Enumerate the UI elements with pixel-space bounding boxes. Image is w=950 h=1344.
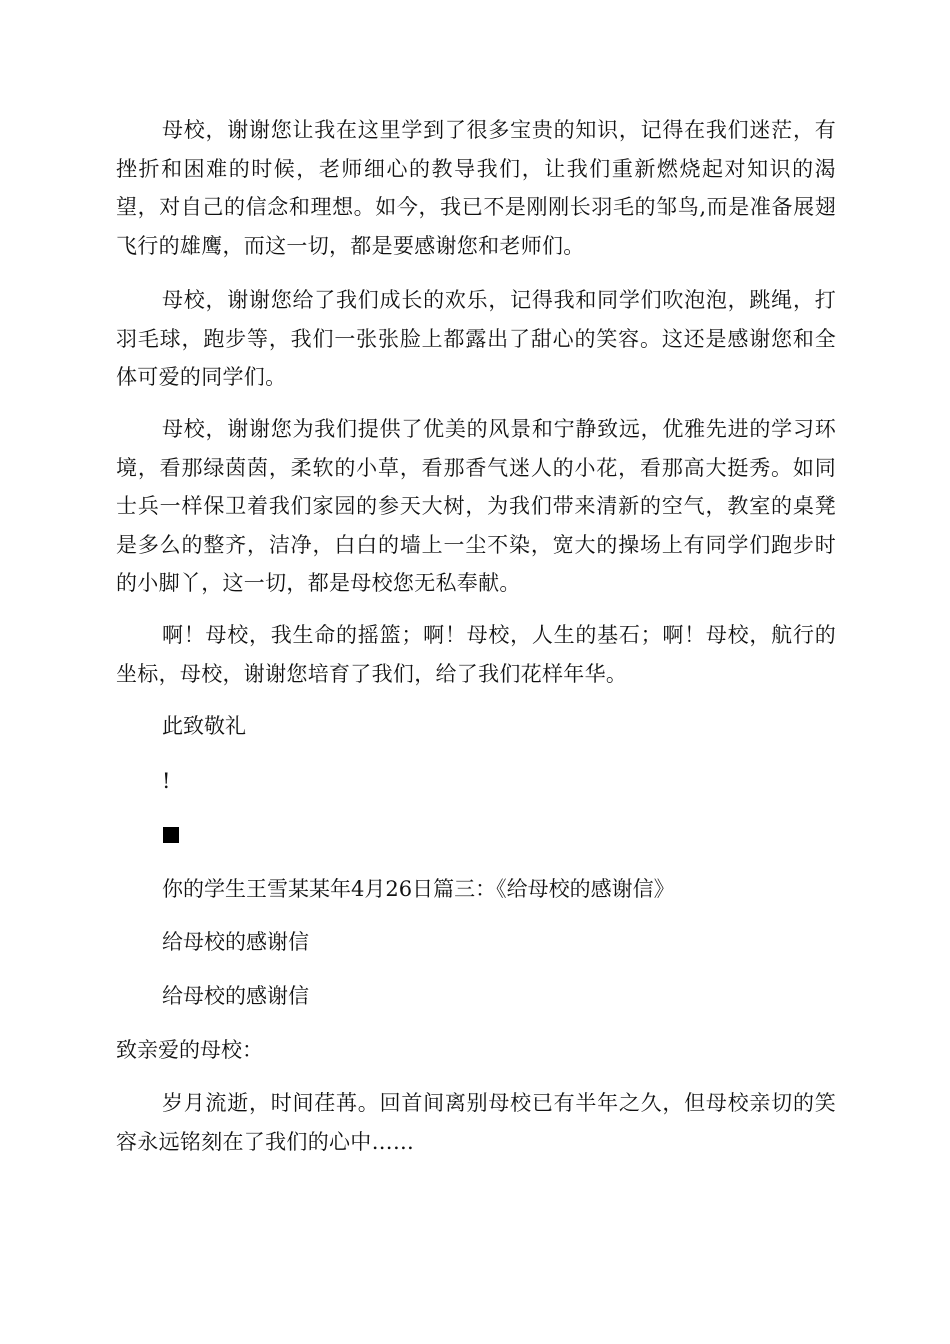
letter-title: 给母校的感谢信 xyxy=(162,930,309,954)
letter-title-repeat: 给母校的感谢信 xyxy=(162,984,309,1008)
paragraph-environment: 母校，谢谢您为我们提供了优美的风景和宁静致远，优雅先进的学习环境，看那绿茵茵，柔软的小草，看那香气迷人的小花，看那高大挺秀。如同士兵一样保卫着我们家园的参天大树，为我们带来清新的空气，教室的桌凳是多么的整齐，洁净，白白的墙上一尘不染，宽大的操场上有同学们跑步时的小脚丫，这一切，都是母校您无私奉献。 xyxy=(116,417,836,595)
closing-line: 此致敬礼 xyxy=(162,714,246,738)
exclamation-line: ! xyxy=(162,769,171,793)
salutation: 致亲爱的母校： xyxy=(116,1038,263,1062)
paragraph-time: 岁月流逝，时间荏苒。回首间离别母校已有半年之久，但母校亲切的笑容永远铭刻在了我们的心中…… xyxy=(116,1091,836,1154)
paragraph-cradle: 啊！母校，我生命的摇篮；啊！母校，人生的基石；啊！母校，航行的坐标，母校，谢谢您培育了我们，给了我们花样年华。 xyxy=(116,623,836,686)
signature-line: 你的学生王雪某某年4月26日篇三：《给母校的感谢信》 xyxy=(162,877,675,901)
paragraph-joy: 母校，谢谢您给了我们成长的欢乐，记得我和同学们吹泡泡，跳绳，打羽毛球，跑步等，我们一张张脸上都露出了甜心的笑容。这还是感谢您和全体可爱的同学们。 xyxy=(116,288,836,389)
square-bullet-icon xyxy=(163,827,179,843)
paragraph-knowledge: 母校，谢谢您让我在这里学到了很多宝贵的知识，记得在我们迷茫，有挫折和困难的时候，老师细心的教导我们，让我们重新燃烧起对知识的渴望，对自己的信念和理想。如今，我已不是刚刚长羽毛的邹鸟,而是准备展翅飞行的雄鹰，而这一切，都是要感谢您和老师们。 xyxy=(116,118,836,258)
